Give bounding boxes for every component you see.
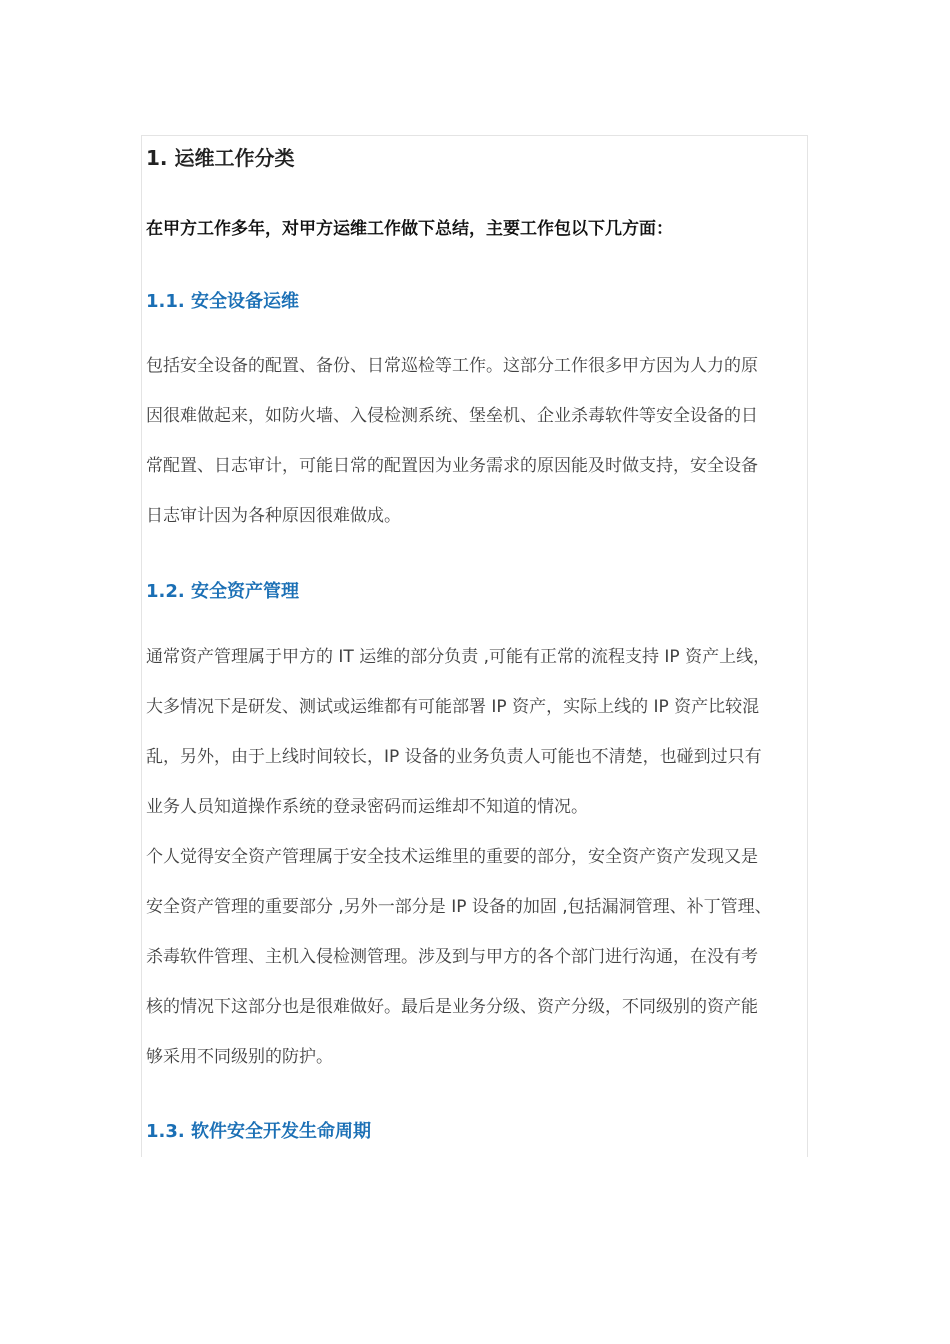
text-line: 乱，另外，由于上线时间较长，IP 设备的业务负责人可能也不清楚，也碰到过只有	[146, 747, 762, 767]
text-line: 个人觉得安全资产管理属于安全技术运维里的重要的部分，安全资产资产发现又是	[146, 847, 758, 867]
section-title-1-3: 1.3. 软件安全开发生命周期	[146, 1121, 371, 1142]
text-line: 包括安全设备的配置、备份、日常巡检等工作。这部分工作很多甲方因为人力的原	[146, 356, 758, 376]
text-line: 常配置、日志审计，可能日常的配置因为业务需求的原因能及时做支持，安全设备	[146, 456, 758, 476]
main-heading: 1. 运维工作分类	[146, 146, 295, 170]
section-body-1-1	[146, 341, 808, 541]
text-line: 大多情况下是研发、测试或运维都有可能部署 IP 资产，实际上线的 IP 资产比较混	[146, 697, 760, 717]
section-body-1-2	[146, 632, 808, 1082]
section-title-1-2: 1.2. 安全资产管理	[146, 581, 299, 602]
section-title-1-1: 1.1. 安全设备运维	[146, 291, 299, 312]
text-line: 因很难做起来，如防火墙、入侵检测系统、堡垒机、企业杀毒软件等安全设备的日	[146, 406, 758, 426]
text-line: 杀毒软件管理、主机入侵检测管理。涉及到与甲方的各个部门进行沟通，在没有考	[146, 947, 758, 967]
text-line: 业务人员知道操作系统的登录密码而运维却不知道的情况。	[146, 797, 588, 817]
text-line: 安全资产管理的重要部分 ,另外一部分是 IP 设备的加固 ,包括漏洞管理、补丁管理、	[146, 897, 772, 917]
text-line: 够采用不同级别的防护。	[146, 1047, 333, 1067]
document-frame	[141, 135, 808, 1157]
text-line: 日志审计因为各种原因很难做成。	[146, 506, 401, 526]
lead-paragraph: 在甲方工作多年，对甲方运维工作做下总结，主要工作包以下几方面：	[146, 219, 673, 239]
text-line: 核的情况下这部分也是很难做好。最后是业务分级、资产分级，不同级别的资产能	[146, 997, 758, 1017]
text-line: 通常资产管理属于甲方的 IT 运维的部分负责 ,可能有正常的流程支持 IP 资产上线，	[146, 647, 771, 667]
